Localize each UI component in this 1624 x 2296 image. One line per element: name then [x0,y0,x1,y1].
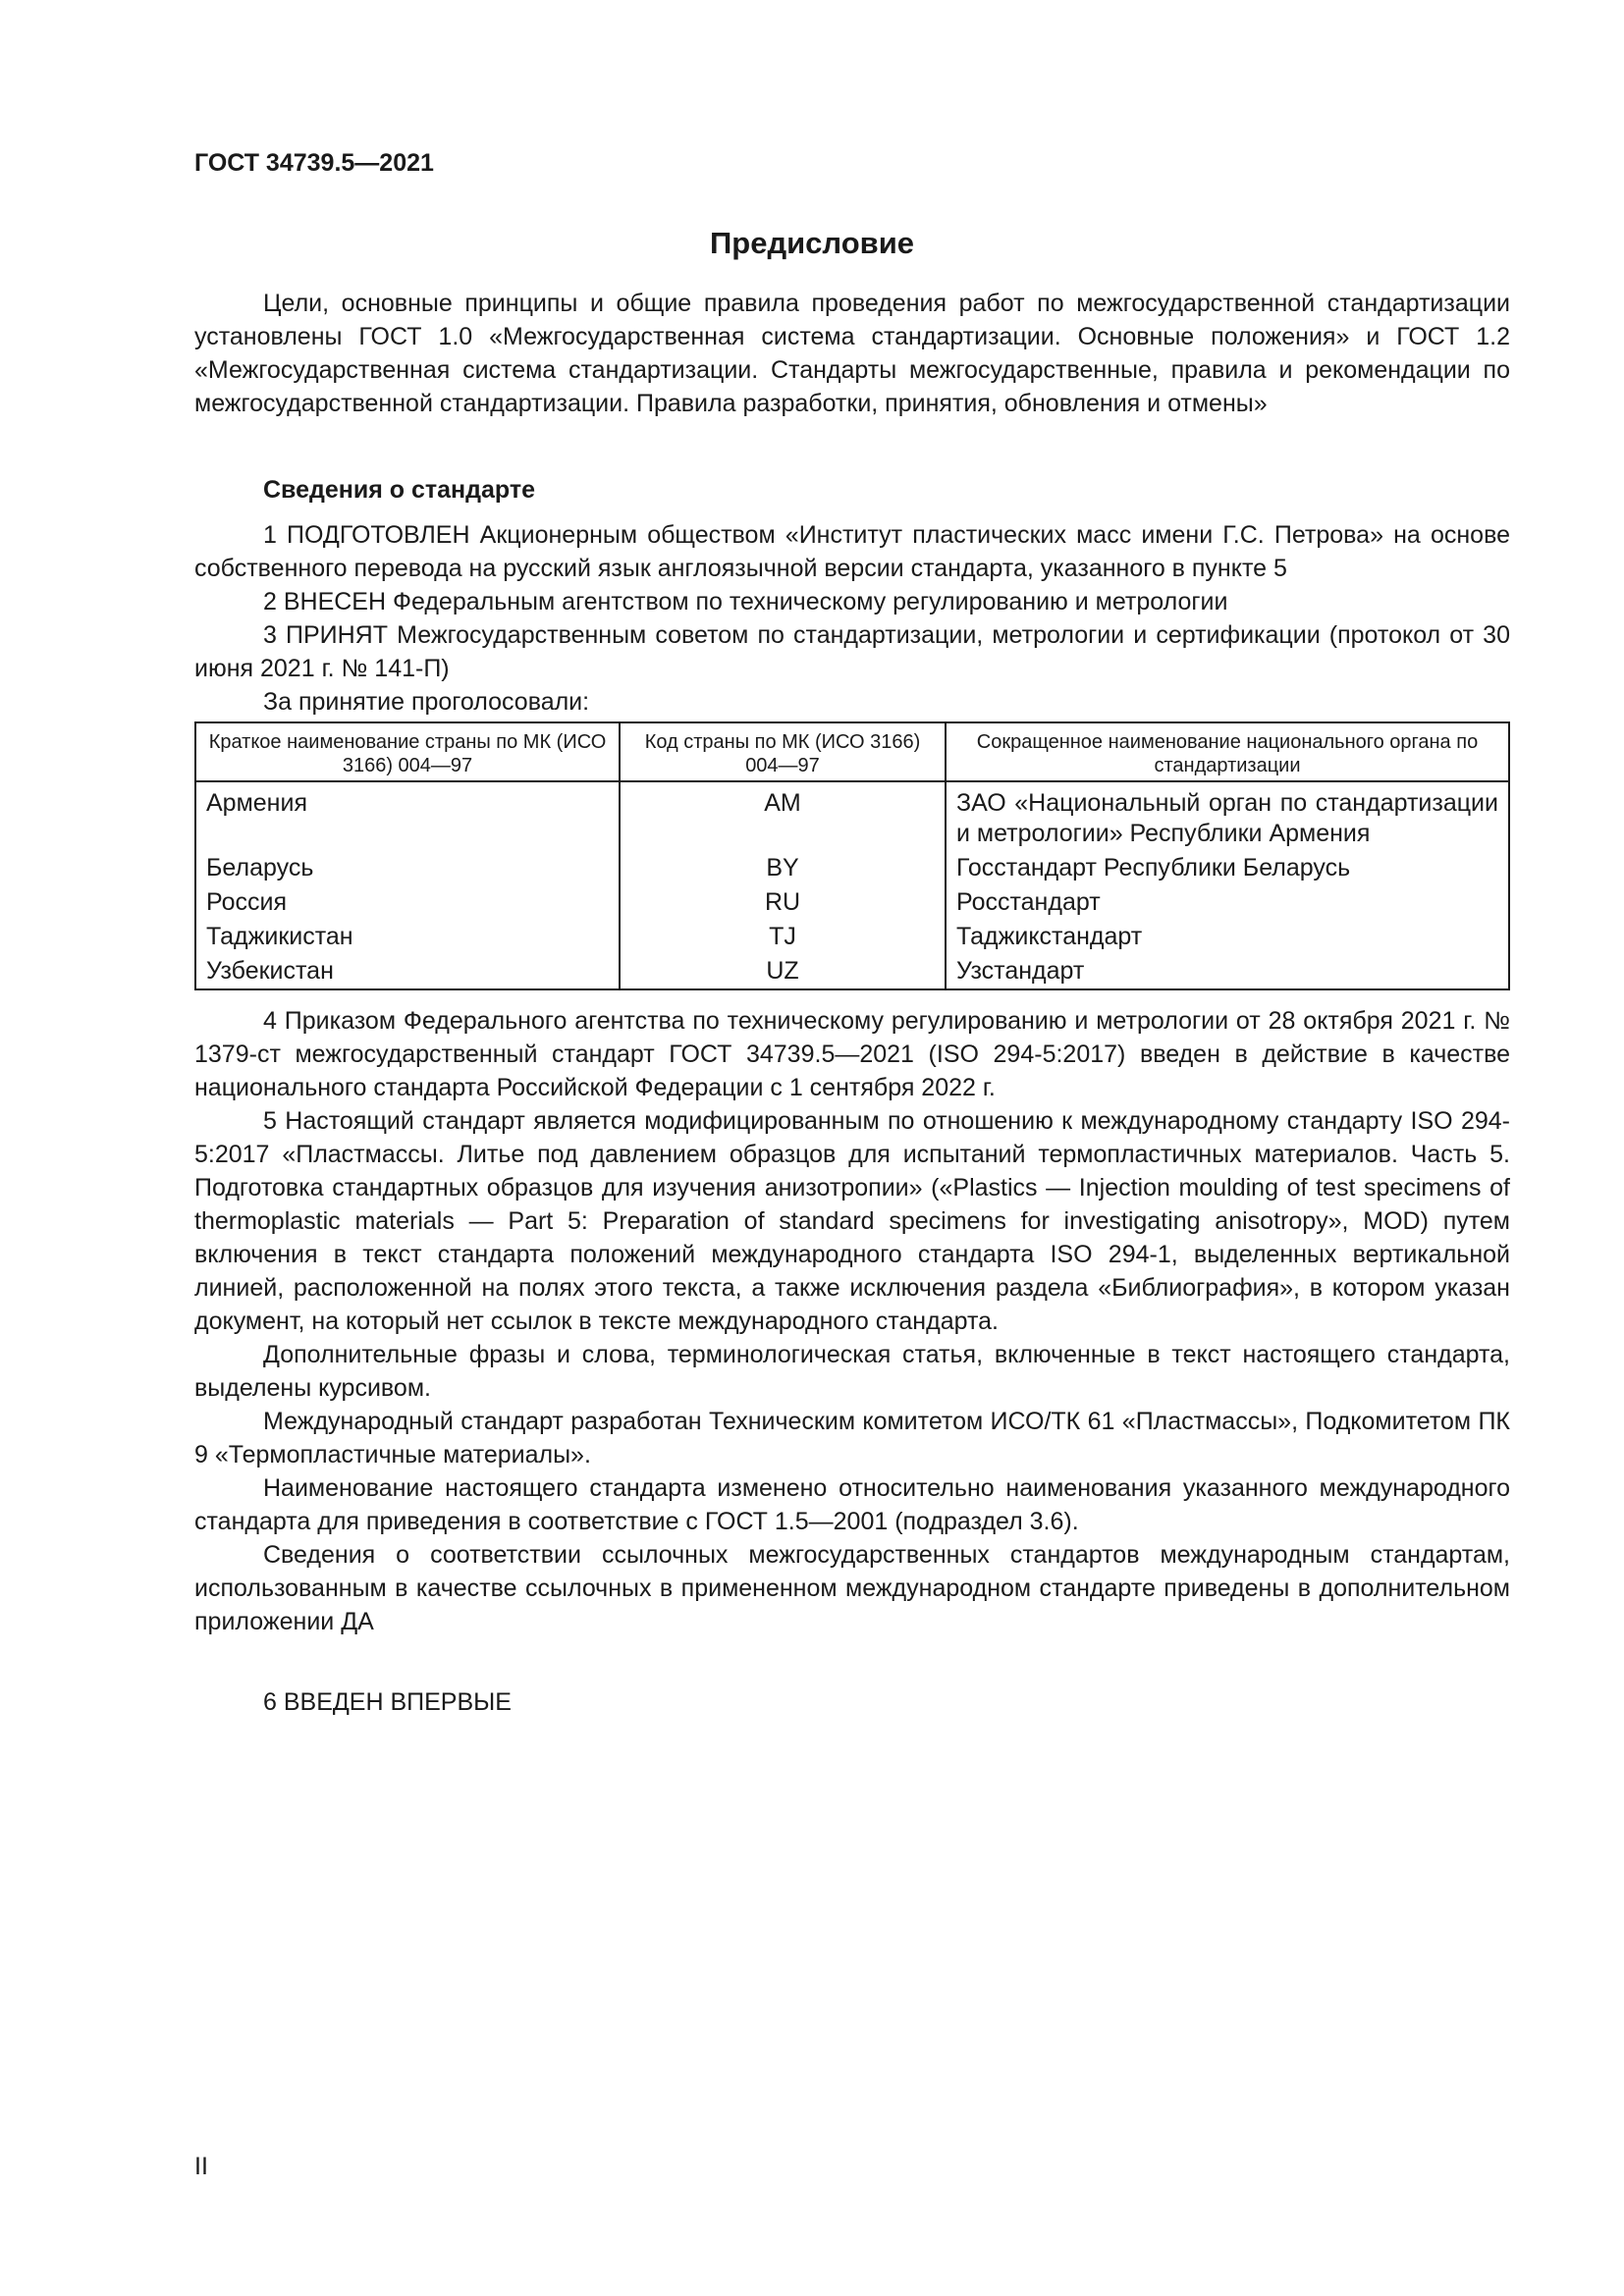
votes-caption: За принятие проголосовали: [263,688,590,716]
cell-body: Росстандарт [946,885,1509,920]
item-4-order: 4 Приказом Федерального агентства по техническому регулированию и метрологии от 28 октября 2021 г. № 1379-ст межгосударственный стандарт ГОСТ 34739.5—2021 (ISO 294-5:2017) введен в действие в качестве национального стандарта Российской Федерации с 1 сентября 2022 г. [194,1007,1510,1101]
standard-info-block [194,518,1510,719]
item-5-references-annex: Сведения о соответствии ссылочных межгосударственных стандартов международным стандартам, использованным в качестве ссылочных в примененном международном стандарте приведены в дополнительном приложении ДА [194,1541,1510,1635]
item-5-title-change: Наименование настоящего стандарта изменено относительно наименования указанного международного стандарта для приведения в соответствие с ГОСТ 1.5—2001 (подраздел 3.6). [194,1474,1510,1535]
cell-body: ЗАО «Национальный орган по стандартизации и метрологии» Республики Армения [946,781,1509,851]
cell-code: RU [620,885,946,920]
cell-code: BY [620,851,946,885]
cell-code: UZ [620,954,946,989]
table-row [195,851,1509,885]
header-body: Сокращенное наименование национального органа по стандартизации [946,722,1509,781]
cell-code: AM [620,781,946,851]
header-code: Код страны по МК (ИСО 3166) 004—97 [620,722,946,781]
table-row [195,920,1509,954]
item-5-modification: 5 Настоящий стандарт является модифицированным по отношению к международному стандарту ISO 294-5:2017 «Пластмассы. Литье под давлением образцов для испытаний термопластичных материалов. Часть 5. Подготовка стандартных образцов для изучения анизотропии» («Plastics — Injection moulding of test specimens of thermoplastic materials — Part 5: Preparation of standard specimens for investigating anisotropy», MOD) путем включения в текст стандарта положений международного стандарта ISO 294-1, выделенных вертикальной линией, расположенной на полях этого текста, а также исключения раздела «Библиография», в котором указан документ, на который нет ссылок в тексте международного стандарта. [194,1107,1510,1335]
page-title: Предисловие [709,226,914,260]
item-5-italics-note: Дополнительные фразы и слова, терминологическая статья, включенные в текст настоящего стандарта, выделены курсивом. [194,1341,1510,1402]
cell-body: Госстандарт Республики Беларусь [946,851,1509,885]
cell-country: Узбекистан [195,954,620,989]
voting-countries-table [194,721,1510,990]
cell-body: Таджикстандарт [946,920,1509,954]
standard-info-block-continued [194,1004,1510,1638]
cell-country: Беларусь [195,851,620,885]
cell-country: Таджикистан [195,920,620,954]
item-5-committee: Международный стандарт разработан Техническим комитетом ИСО/ТК 61 «Пластмассы», Подкомитетом ПК 9 «Термопластичные материалы». [194,1408,1510,1468]
page-number: II [194,2153,208,2180]
item-1-prepared: 1 ПОДГОТОВЛЕН Акционерным обществом «Институт пластических масс имени Г.С. Петрова» на основе собственного перевода на русский язык англоязычной версии стандарта, указанного в пункте 5 [194,521,1510,582]
intro-block [194,287,1510,420]
table-row [195,781,1509,851]
header-country: Краткое наименование страны по МК (ИСО 3166) 004—97 [195,722,620,781]
cell-code: TJ [620,920,946,954]
item-6-introduced: 6 ВВЕДЕН ВПЕРВЫЕ [263,1688,512,1716]
table-header-row [195,722,1509,781]
item-3-adopted: 3 ПРИНЯТ Межгосударственным советом по стандартизации, метрологии и сертификации (протокол от 30 июня 2021 г. № 141-П) [194,621,1510,682]
table-row [195,885,1509,920]
intro-paragraph: Цели, основные принципы и общие правила проведения работ по межгосударственной стандартизации установлены ГОСТ 1.0 «Межгосударственная система стандартизации. Основные положения» и ГОСТ 1.2 «Межгосударственная система стандартизации. Стандарты межгосударственные, правила и рекомендации по межгосударственной стандартизации. Правила разработки, принятия, обновления и отмены» [194,290,1510,417]
section-heading: Сведения о стандарте [263,476,536,504]
table-row [195,954,1509,989]
item-2-submitted: 2 ВНЕСЕН Федеральным агентством по техническому регулированию и метрологии [263,588,1228,615]
document-code: ГОСТ 34739.5—2021 [194,149,434,177]
cell-country: Армения [195,781,620,851]
cell-body: Узстандарт [946,954,1509,989]
cell-country: Россия [195,885,620,920]
